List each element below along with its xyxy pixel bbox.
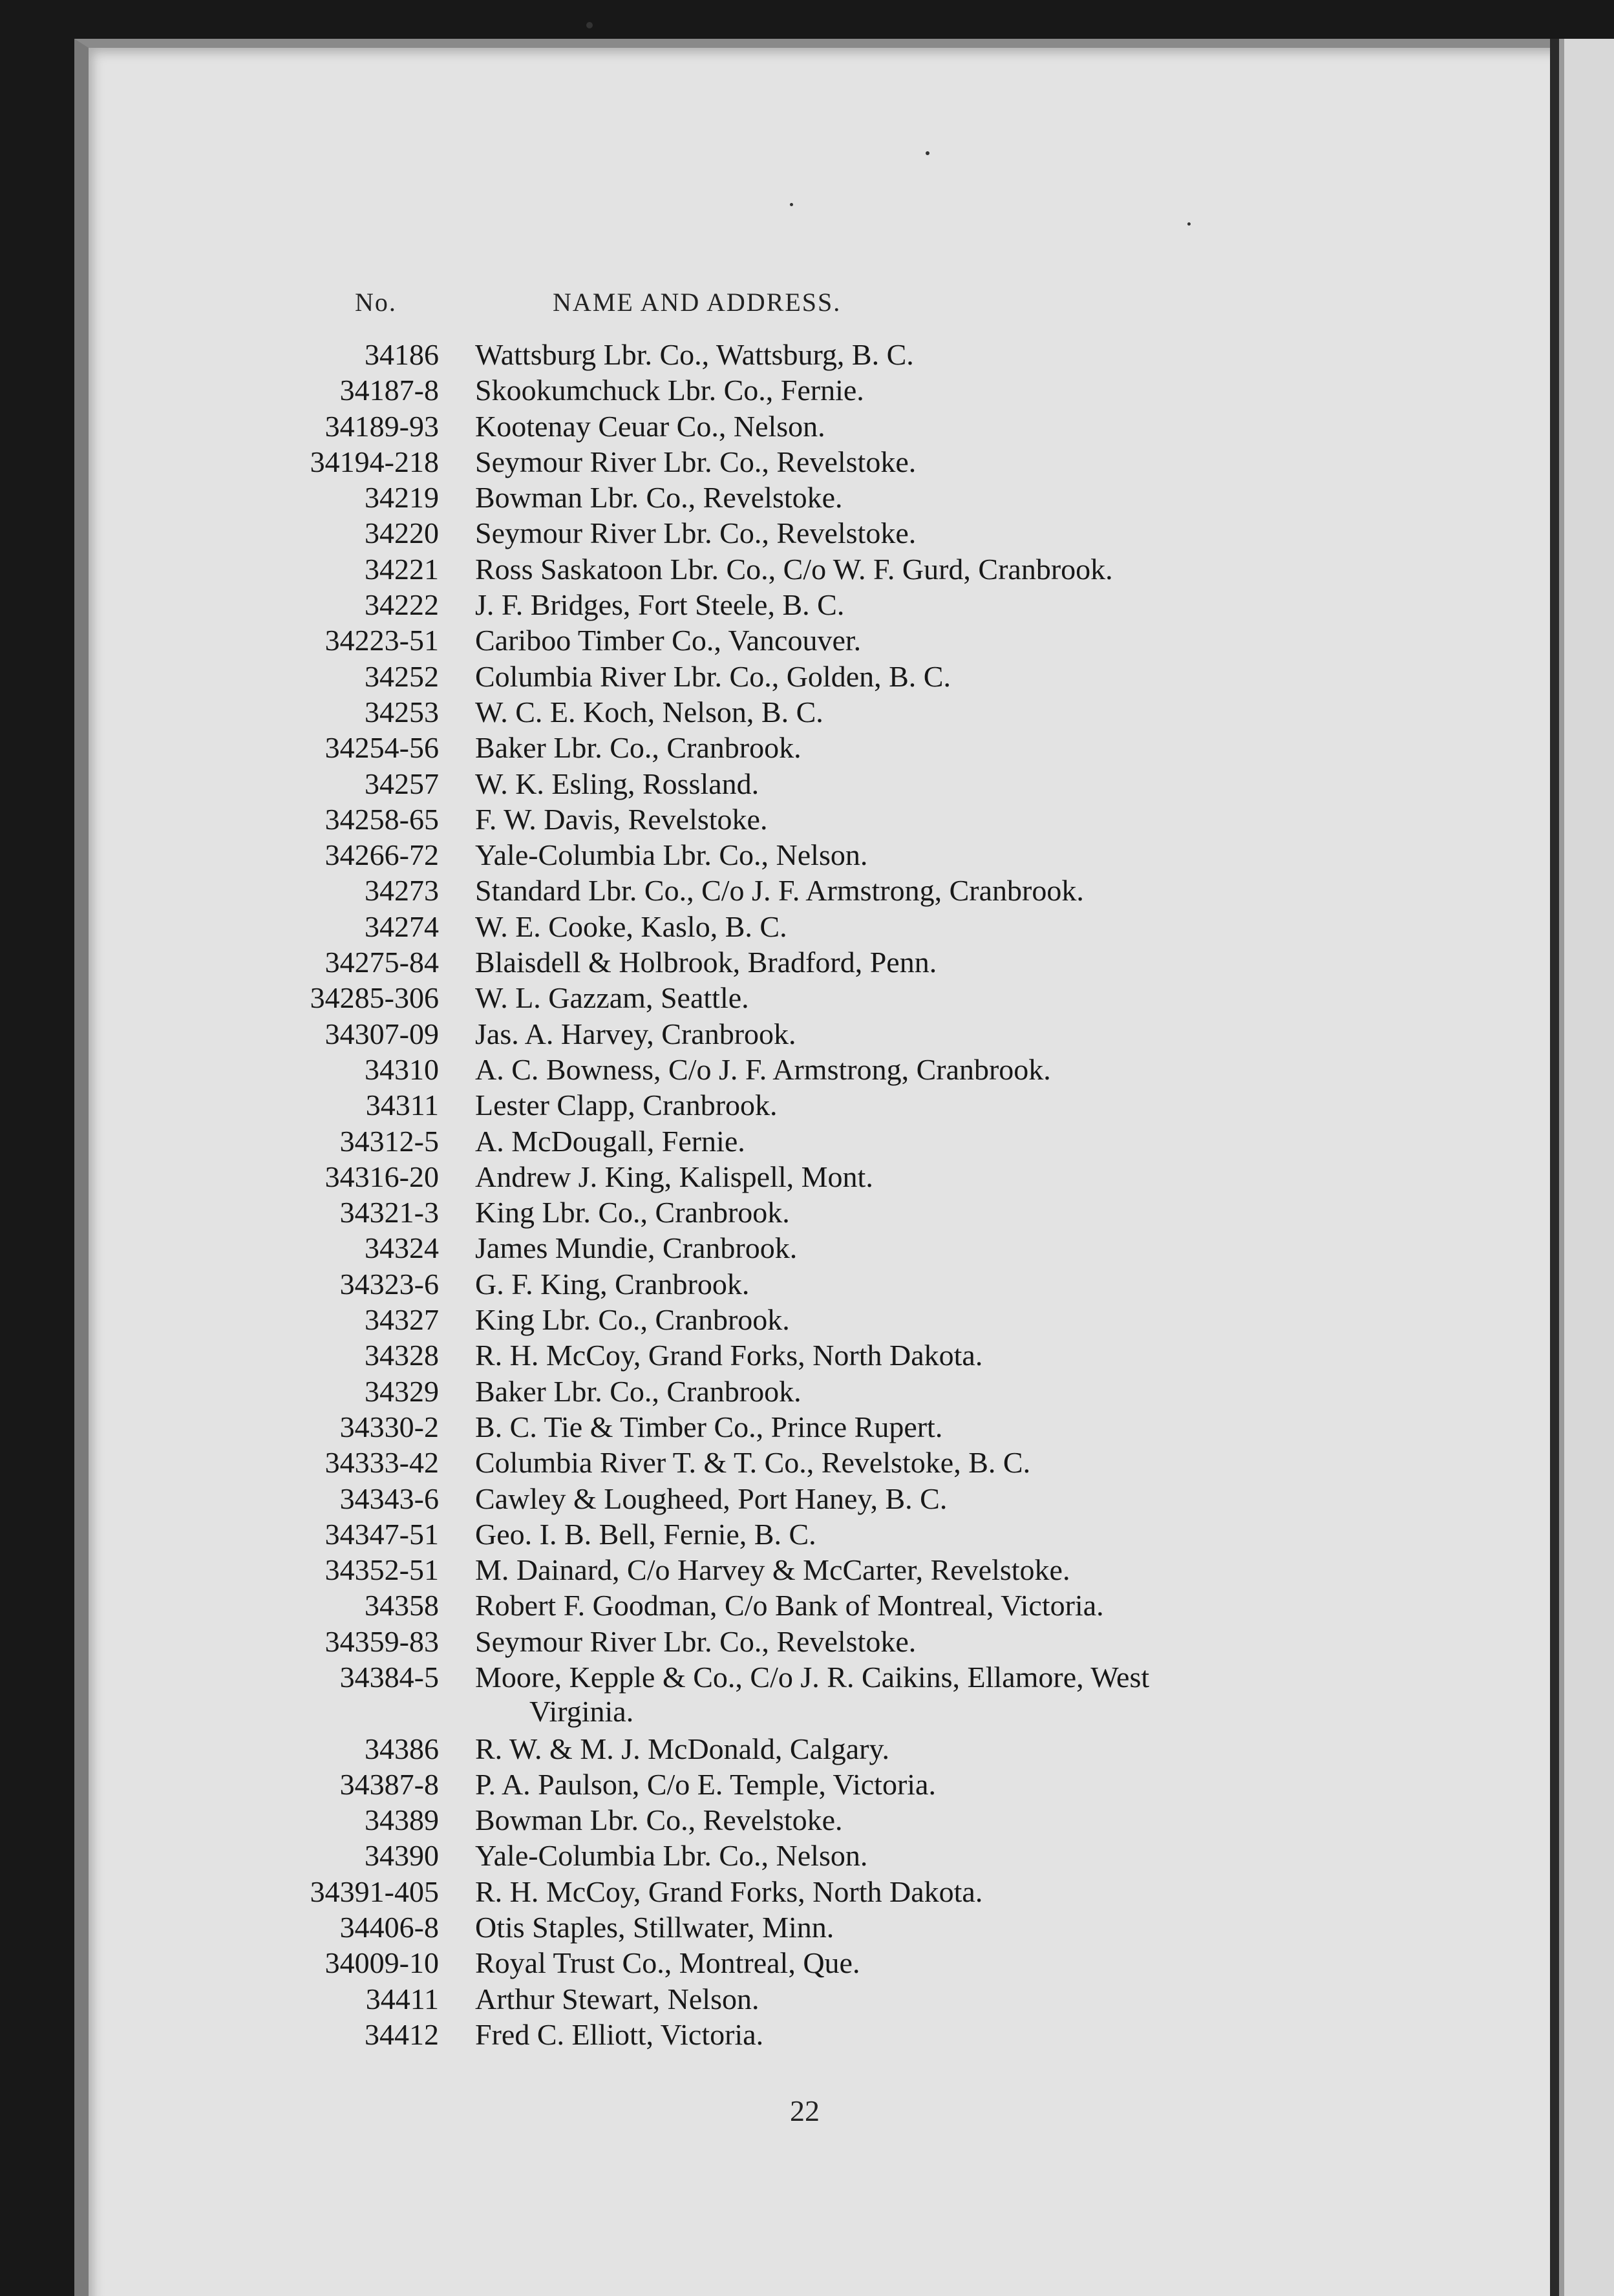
list-item — [89, 1410, 1562, 1445]
entry-text-line: R. W. & M. J. McDonald, Calgary. — [475, 1732, 889, 1765]
list-item — [89, 445, 1562, 480]
list-item — [89, 802, 1562, 838]
list-item — [89, 909, 1562, 945]
entry-text-line: Yale-Columbia Lbr. Co., Nelson. — [475, 838, 868, 872]
list-item — [89, 409, 1562, 445]
entry-text-line: A. C. Bowness, C/o J. F. Armstrong, Cranbrook. — [475, 1052, 1051, 1086]
entry-name-address — [475, 838, 1445, 872]
entry-name-address — [475, 873, 1445, 908]
dust-speck — [1187, 222, 1191, 226]
entry-number: 34307-09 — [324, 1017, 439, 1050]
entry-name-address — [475, 1732, 1445, 1766]
entry-list — [89, 337, 1562, 2053]
entry-number: 34327 — [365, 1303, 439, 1337]
list-item — [89, 1553, 1562, 1588]
entry-name-address — [475, 1803, 1445, 1837]
entry-number: 34311 — [365, 1089, 439, 1122]
entry-name-address — [475, 1588, 1445, 1622]
entry-name-address — [475, 1302, 1445, 1337]
entry-number: 34329 — [365, 1374, 439, 1408]
entry-text-line: Royal Trust Co., Montreal, Que. — [475, 1946, 860, 1980]
entry-text-line: Ross Saskatoon Lbr. Co., C/o W. F. Gurd, Cranbrook. — [475, 552, 1113, 586]
list-item — [89, 767, 1562, 802]
list-item — [89, 1445, 1562, 1481]
list-item — [89, 2017, 1562, 2053]
list-item — [89, 945, 1562, 981]
entry-number: 34186 — [365, 338, 439, 371]
list-item — [89, 659, 1562, 695]
list-item — [89, 838, 1562, 873]
entry-number: 34384-5 — [339, 1660, 439, 1694]
list-item — [89, 1338, 1562, 1374]
entry-number: 34406-8 — [339, 1911, 439, 1944]
entry-number: 34312-5 — [339, 1124, 439, 1158]
entry-name-address — [475, 909, 1445, 944]
entry-text-line: Otis Staples, Stillwater, Minn. — [475, 1911, 834, 1944]
entry-name-address — [475, 1160, 1445, 1194]
entry-number: 34194-218 — [310, 445, 439, 478]
entry-number: 34220 — [365, 516, 439, 550]
list-item — [89, 1088, 1562, 1123]
entry-text-line: Blaisdell & Holbrook, Bradford, Penn. — [475, 946, 937, 979]
entry-number: 34009-10 — [324, 1946, 439, 1980]
entry-text-line: King Lbr. Co., Cranbrook. — [475, 1196, 790, 1229]
list-item — [89, 695, 1562, 730]
entry-name-address — [475, 767, 1445, 801]
entry-number: 34328 — [365, 1339, 439, 1372]
entry-name-address — [475, 695, 1445, 729]
entry-text-line: Seymour River Lbr. Co., Revelstoke. — [475, 445, 917, 478]
list-item — [89, 1195, 1562, 1231]
entry-name-address — [475, 1195, 1445, 1229]
entry-text-line: R. H. McCoy, Grand Forks, North Dakota. — [475, 1339, 983, 1372]
entry-text-line: Bowman Lbr. Co., Revelstoke. — [475, 1803, 843, 1837]
entry-number: 34343-6 — [339, 1482, 439, 1515]
entry-number: 34221 — [365, 552, 439, 586]
entry-text-line: Kootenay Ceuar Co., Nelson. — [475, 409, 825, 443]
dust-speck — [926, 151, 929, 155]
list-item — [89, 1732, 1562, 1767]
entry-text-line: Jas. A. Harvey, Cranbrook. — [475, 1017, 796, 1050]
entry-number: 34333-42 — [324, 1446, 439, 1480]
entry-number: 34310 — [365, 1052, 439, 1086]
entry-name-address — [475, 1982, 1445, 2016]
entry-name-address — [475, 1124, 1445, 1158]
entry-name-address — [475, 1267, 1445, 1301]
entry-number: 34323-6 — [339, 1267, 439, 1301]
entry-number: 34358 — [365, 1589, 439, 1622]
entry-number: 34257 — [365, 767, 439, 800]
entry-name-address — [475, 623, 1445, 657]
list-item — [89, 1946, 1562, 1981]
entry-number: 34411 — [365, 1982, 439, 2015]
entry-name-address — [475, 730, 1445, 765]
dust-speck — [790, 203, 793, 206]
entry-name-address — [475, 516, 1445, 550]
entry-name-address — [475, 480, 1445, 515]
entry-text-line: King Lbr. Co., Cranbrook. — [475, 1303, 790, 1337]
entry-name-address — [475, 1338, 1445, 1372]
list-item — [89, 1624, 1562, 1660]
entry-text-line: W. L. Gazzam, Seattle. — [475, 981, 749, 1015]
list-item — [89, 981, 1562, 1016]
list-item — [89, 1231, 1562, 1266]
entry-text-line: Wattsburg Lbr. Co., Wattsburg, B. C. — [475, 338, 914, 371]
list-item — [89, 516, 1562, 551]
entry-name-address — [475, 1767, 1445, 1802]
entry-number: 34254-56 — [324, 731, 439, 765]
entry-text-line: Yale-Columbia Lbr. Co., Nelson. — [475, 1839, 868, 1873]
entry-name-address — [475, 1052, 1445, 1087]
book-page — [74, 39, 1562, 2296]
entry-text-line: Andrew J. King, Kalispell, Mont. — [475, 1160, 873, 1193]
entry-text-line: Fred C. Elliott, Victoria. — [475, 2017, 764, 2051]
entry-text-line: G. F. King, Cranbrook. — [475, 1267, 750, 1301]
entry-number: 34285-306 — [310, 981, 439, 1015]
entry-name-address — [475, 337, 1445, 372]
entry-name-address — [475, 1017, 1445, 1051]
entry-name-address — [475, 981, 1445, 1015]
entry-text-line: Robert F. Goodman, C/o Bank of Montreal, Victoria. — [475, 1589, 1104, 1622]
entry-text-line: W. E. Cooke, Kaslo, B. C. — [475, 909, 787, 943]
entry-name-address — [475, 1946, 1445, 1980]
number-column-header: No. — [355, 288, 397, 317]
list-item — [89, 1160, 1562, 1195]
entry-text-line: R. H. McCoy, Grand Forks, North Dakota. — [475, 1875, 983, 1908]
entry-text-line: Standard Lbr. Co., C/o J. F. Armstrong, Cranbrook. — [475, 874, 1084, 908]
entry-name-address — [475, 1624, 1445, 1659]
list-item — [89, 1982, 1562, 2017]
list-item — [89, 1302, 1562, 1338]
entry-name-address — [475, 945, 1445, 979]
list-item — [89, 1017, 1562, 1052]
entry-name-address — [475, 802, 1445, 836]
entry-text-line: W. C. E. Koch, Nelson, B. C. — [475, 695, 823, 728]
entry-number: 34252 — [365, 659, 439, 693]
entry-text-line: Baker Lbr. Co., Cranbrook. — [475, 1374, 802, 1408]
entry-number: 34386 — [365, 1732, 439, 1765]
entry-name-address — [475, 445, 1445, 479]
entry-name-address — [475, 409, 1445, 443]
dust-speck — [586, 22, 593, 28]
entry-name-address — [475, 1482, 1445, 1516]
entry-name-address — [475, 1875, 1445, 1909]
entry-name-address — [475, 552, 1445, 586]
entry-number: 34412 — [365, 2017, 439, 2051]
entry-number: 34273 — [365, 874, 439, 908]
entry-text-line: Moore, Kepple & Co., C/o J. R. Caikins, Ellamore, West — [475, 1660, 1150, 1694]
entry-text-line: Seymour River Lbr. Co., Revelstoke. — [475, 516, 917, 550]
entry-number: 34258-65 — [324, 802, 439, 836]
entry-number: 34189-93 — [324, 409, 439, 443]
page-number: 22 — [790, 2094, 820, 2127]
list-item — [89, 373, 1562, 409]
entry-number: 34330-2 — [339, 1410, 439, 1443]
list-item — [89, 1767, 1562, 1803]
entry-name-address — [475, 1660, 1445, 1728]
column-header — [89, 287, 1562, 319]
entry-name-address — [475, 659, 1445, 694]
entry-text-line: Baker Lbr. Co., Cranbrook. — [475, 731, 802, 765]
entry-name-address — [475, 1088, 1445, 1122]
entry-name-address — [475, 1553, 1445, 1587]
entry-name-address — [475, 1374, 1445, 1408]
name-address-column-header: NAME AND ADDRESS. — [553, 288, 842, 317]
entry-name-address — [475, 588, 1445, 622]
entry-text-line: A. McDougall, Fernie. — [475, 1124, 745, 1158]
entry-name-address — [475, 1410, 1445, 1444]
entry-number: 34275-84 — [324, 946, 439, 979]
entry-text-line: Arthur Stewart, Nelson. — [475, 1982, 759, 2015]
entry-text-line: Lester Clapp, Cranbrook. — [475, 1089, 778, 1122]
entry-number: 34391-405 — [310, 1875, 439, 1908]
list-item — [89, 1660, 1562, 1732]
list-item — [89, 623, 1562, 659]
entry-text-line: F. W. Davis, Revelstoke. — [475, 802, 768, 836]
entry-number: 34321-3 — [339, 1196, 439, 1229]
entry-text-line: Skookumchuck Lbr. Co., Fernie. — [475, 374, 864, 407]
entry-text-line: Geo. I. B. Bell, Fernie, B. C. — [475, 1517, 816, 1551]
list-item — [89, 588, 1562, 623]
list-item — [89, 1803, 1562, 1838]
entry-text-line: W. K. Esling, Rossland. — [475, 767, 759, 800]
entry-number: 34352-51 — [324, 1553, 439, 1587]
entry-number: 34347-51 — [324, 1517, 439, 1551]
entry-text-line: Seymour River Lbr. Co., Revelstoke. — [475, 1624, 917, 1658]
entry-name-address — [475, 1445, 1445, 1480]
list-item — [89, 730, 1562, 766]
list-item — [89, 1588, 1562, 1624]
entry-text-continuation: Virginia. — [529, 1694, 634, 1728]
list-item — [89, 873, 1562, 909]
list-item — [89, 1910, 1562, 1946]
adjacent-page — [1559, 39, 1614, 2296]
entry-text-line: Cariboo Timber Co., Vancouver. — [475, 624, 862, 657]
entry-number: 34274 — [365, 909, 439, 943]
list-item — [89, 1838, 1562, 1874]
entry-name-address — [475, 373, 1445, 407]
entry-number: 34359-83 — [324, 1624, 439, 1658]
list-item — [89, 1052, 1562, 1088]
book-gutter — [1550, 39, 1559, 2296]
list-item — [89, 1482, 1562, 1517]
entry-name-address — [475, 1517, 1445, 1551]
entry-text-line: M. Dainard, C/o Harvey & McCarter, Revelstoke. — [475, 1553, 1070, 1587]
entry-number: 34390 — [365, 1839, 439, 1873]
entry-text-line: Columbia River Lbr. Co., Golden, B. C. — [475, 659, 951, 693]
entry-text-line: Columbia River T. & T. Co., Revelstoke, B. C. — [475, 1446, 1031, 1480]
list-item — [89, 1267, 1562, 1302]
entry-text-line: P. A. Paulson, C/o E. Temple, Victoria. — [475, 1767, 936, 1801]
entry-text-line: J. F. Bridges, Fort Steele, B. C. — [475, 588, 845, 622]
entry-text-line: Cawley & Lougheed, Port Haney, B. C. — [475, 1482, 948, 1515]
entry-number: 34219 — [365, 481, 439, 515]
entry-number: 34316-20 — [324, 1160, 439, 1193]
list-item — [89, 552, 1562, 588]
list-item — [89, 480, 1562, 516]
entry-number: 34324 — [365, 1231, 439, 1265]
entry-name-address — [475, 1838, 1445, 1873]
entry-text-line: B. C. Tie & Timber Co., Prince Rupert. — [475, 1410, 943, 1443]
list-item — [89, 337, 1562, 373]
entry-number: 34187-8 — [339, 374, 439, 407]
list-item — [89, 1374, 1562, 1410]
list-item — [89, 1875, 1562, 1910]
entry-text-line: Bowman Lbr. Co., Revelstoke. — [475, 481, 843, 515]
entry-name-address — [475, 1910, 1445, 1944]
entry-text-line: James Mundie, Cranbrook. — [475, 1231, 798, 1265]
entry-name-address — [475, 1231, 1445, 1265]
entry-name-address — [475, 2017, 1445, 2052]
entry-number: 34253 — [365, 695, 439, 728]
entry-number: 34387-8 — [339, 1767, 439, 1801]
entry-number: 34222 — [365, 588, 439, 622]
list-item — [89, 1124, 1562, 1160]
entry-number: 34223-51 — [324, 624, 439, 657]
entry-number: 34266-72 — [324, 838, 439, 872]
entry-number: 34389 — [365, 1803, 439, 1837]
list-item — [89, 1517, 1562, 1553]
